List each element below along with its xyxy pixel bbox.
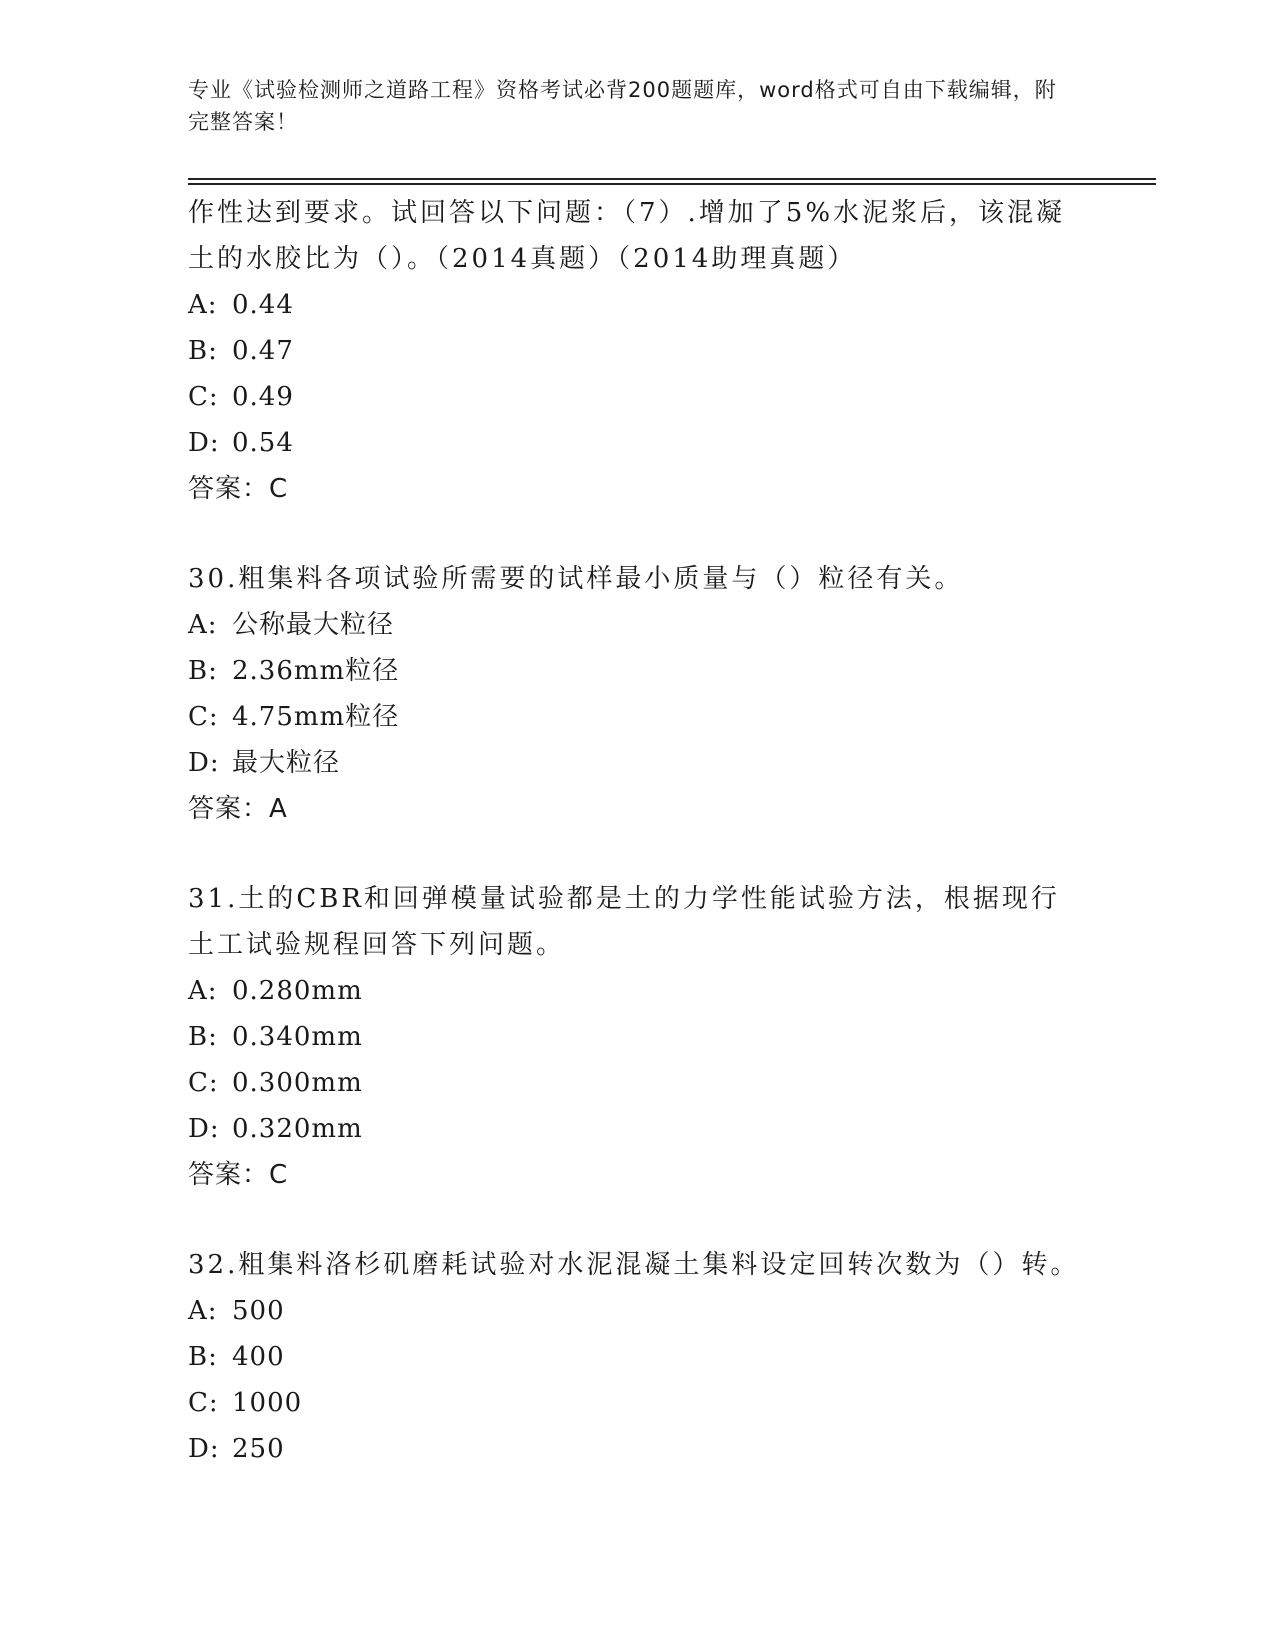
option-text: 0.44 [232,290,294,320]
question-stem: 32.粗集料洛杉矶磨耗试验对水泥混凝土集料设定回转次数为（）转。 [188,1250,1080,1280]
option-c [188,1060,1088,1106]
option-text: 最大粒径 [232,748,341,778]
option-text: 0.340mm [232,1022,363,1052]
option-key: A: [188,290,218,320]
option-text: 250 [232,1434,285,1464]
document-header: 专业《试验检测师之道路工程》资格考试必背200题题库，word格式可自由下载编辑，附完整答案！ [188,78,1057,134]
option-a [188,968,1088,1014]
answer-line: 答案：C [188,1160,289,1190]
question-30 [188,556,1088,832]
option-key: D: [188,748,220,778]
option-text: 0.300mm [232,1068,363,1098]
option-key: B: [188,1022,218,1052]
option-key: A: [188,1296,218,1326]
option-c [188,694,1088,740]
option-d [188,1106,1088,1152]
option-key: B: [188,1342,218,1372]
option-key: B: [188,336,218,366]
option-b [188,1334,1088,1380]
option-text: 500 [232,1296,285,1326]
answer-line: 答案：C [188,474,289,504]
option-text: 公称最大粒径 [232,610,395,640]
option-text: 1000 [232,1388,303,1418]
option-text: 400 [232,1342,285,1372]
option-key: D: [188,1434,220,1464]
option-b [188,328,1088,374]
option-key: C: [188,702,219,732]
answer-line: 答案：A [188,794,288,824]
question-stem: 作性达到要求。试回答以下问题：（7）.增加了5%水泥浆后，该混凝土的水胶比为（）。（2014真题）（2014助理真题） [188,198,1066,274]
option-a [188,282,1088,328]
question-31 [188,876,1088,1198]
option-a [188,1288,1088,1334]
option-d [188,1426,1088,1472]
option-key: C: [188,382,219,412]
option-key: D: [188,1114,220,1144]
question-stem: 30.粗集料各项试验所需要的试样最小质量与（）粒径有关。 [188,564,964,594]
header-rule-top [188,178,1156,180]
option-key: C: [188,1068,219,1098]
option-c [188,1380,1088,1426]
option-text: 2.36mm粒径 [232,656,400,686]
question-29 [188,190,1088,512]
option-key: B: [188,656,218,686]
option-key: D: [188,428,220,458]
option-key: A: [188,976,218,1006]
option-text: 0.49 [232,382,294,412]
header-rule-bottom [188,183,1156,185]
question-32 [188,1242,1088,1472]
option-key: A: [188,610,218,640]
option-b [188,1014,1088,1060]
option-a [188,602,1088,648]
option-key: C: [188,1388,219,1418]
option-d [188,740,1088,786]
option-text: 0.280mm [232,976,363,1006]
option-text: 0.320mm [232,1114,363,1144]
option-c [188,374,1088,420]
question-stem: 31.土的CBR和回弹模量试验都是土的力学性能试验方法，根据现行土工试验规程回答下列问题。 [188,884,1060,960]
option-text: 0.54 [232,428,294,458]
question-list [188,190,1088,1472]
option-text: 0.47 [232,336,294,366]
option-text: 4.75mm粒径 [232,702,400,732]
option-b [188,648,1088,694]
option-d [188,420,1088,466]
